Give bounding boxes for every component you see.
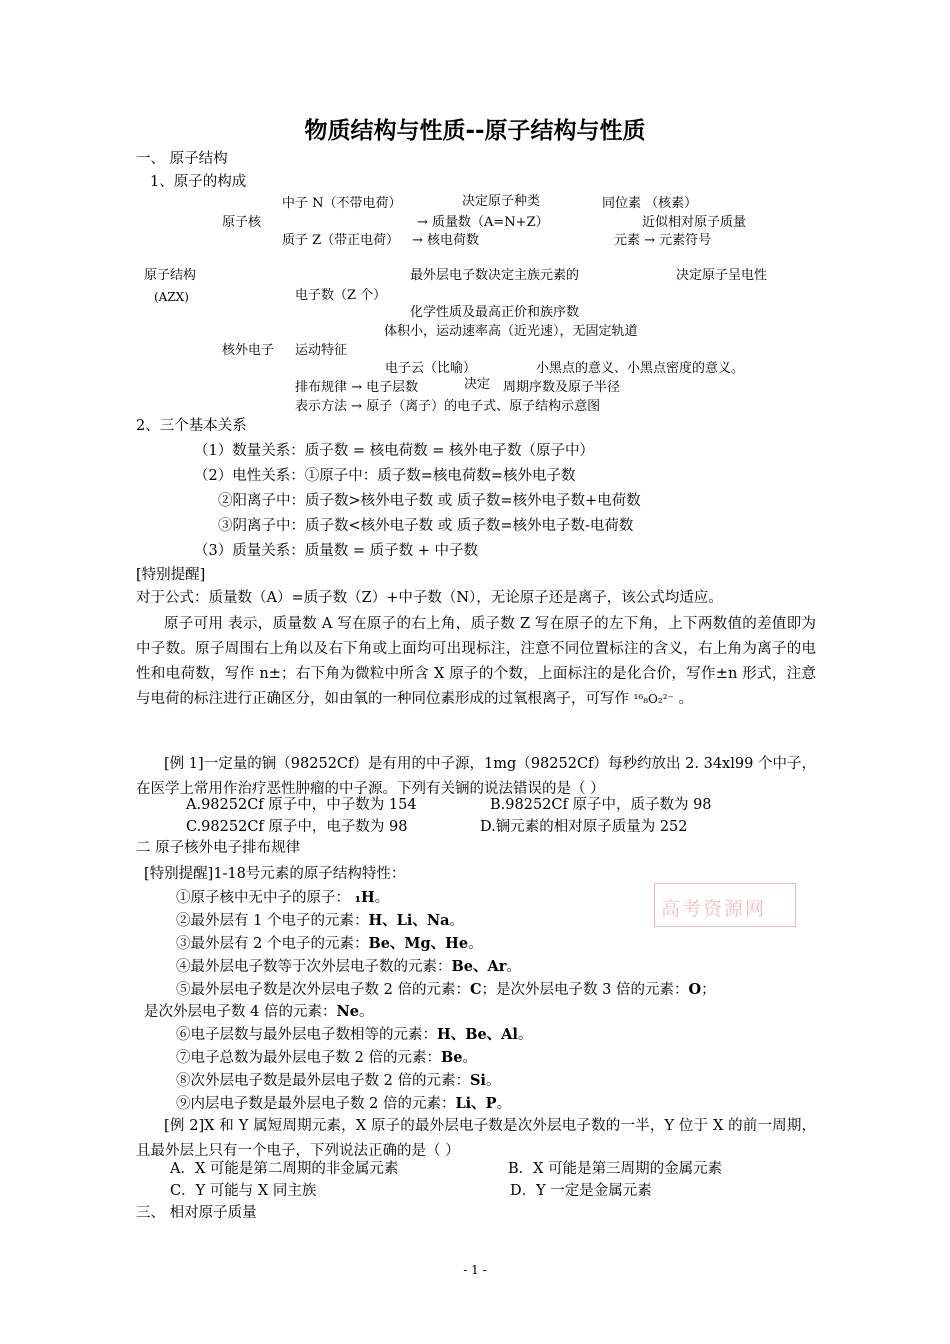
feature-4: ④最外层电子数等于次外层电子数的元素：Be、Ar。 — [176, 958, 521, 975]
diagram-notation: (AZX) — [154, 290, 189, 304]
diagram-outer-electrons: 最外层电子数决定主族元素的 — [410, 268, 580, 283]
feature-1: ①原子核中无中子的原子： ₁H。 — [176, 889, 390, 906]
example-1-question: [例 1]一定量的锎（98252Cf）是有用的中子源，1mg（98252Cf）每秒约放出 2. 34xl99 个中子，在医学上常用作治疗恶性肿瘤的中子源。下列有关锎的说法错误的是（ ） — [136, 756, 816, 797]
diagram-cloud: 电子云（比喻） — [385, 361, 477, 376]
diagram-dots: 小黑点的意义、小黑点密度的意义。 — [536, 361, 745, 376]
section-3-heading: 三、 相对原子质量 — [136, 1205, 257, 1221]
section-1-1-heading: 1、原子的构成 — [150, 174, 247, 190]
diagram-atom-structure: 原子结构 — [144, 268, 197, 283]
feature-9: ⑨内层电子数是最外层电子数 2 倍的元素：Li、P。 — [176, 1095, 512, 1112]
diagram-arrow-charge: → 核电荷数 — [412, 233, 480, 248]
section-1-2-heading: 2、三个基本关系 — [136, 418, 247, 434]
example-2-option-b: B．X 可能是第三周期的金属元素 — [508, 1161, 723, 1177]
watermark-stamp: 高考资源网 — [654, 883, 796, 927]
relation-anion: ③阴离子中：质子数<核外电子数 或 质子数=核外电子数-电荷数 — [218, 518, 634, 534]
tip-1-formula: 对于公式：质量数（A）=质子数（Z）+中子数（N），无论原子还是离子，该公式均适应。 — [136, 590, 723, 606]
diagram-arrangement: 排布规律 → 电子层数 — [295, 380, 419, 395]
diagram-mass-number: → 质量数（A=N+Z） — [417, 215, 549, 230]
diagram-volume: 体积小，运动速率高（近光速），无固定轨道 — [384, 324, 638, 339]
diagram-chem-property: 化学性质及最高正价和族序数 — [410, 305, 580, 320]
feature-5: ⑤最外层电子数是次外层电子数 2 倍的元素：C；是次外层电子数 3 倍的元素：O； — [176, 981, 716, 998]
relation-quantity: （1）数量关系：质子数 = 核电荷数 = 核外电子数（原子中） — [194, 443, 594, 459]
page-number: - 1 - — [463, 1263, 487, 1277]
relation-charge: （2）电性关系：①原子中：质子数=核电荷数=核外电子数 — [194, 468, 576, 484]
diagram-decide-type: 决定原子种类 — [462, 194, 541, 209]
feature-5-continued: 是次外层电子数 4 倍的元素：Ne。 — [144, 1003, 374, 1020]
example-2-question: [例 2]X 和 Y 属短周期元素，X 原子的最外层电子数是次外层电子数的一半，Y 位于 X 的前一周期，且最外层上只有一个电子，下列说法正确的是（ ） — [136, 1118, 816, 1159]
diagram-period: 周期序数及原子半径 — [503, 380, 621, 395]
diagram-neutron: 中子 N（不带电荷） — [282, 196, 402, 211]
relation-cation: ②阳离子中：质子数>核外电子数 或 质子数=核外电子数+电荷数 — [218, 493, 641, 509]
diagram-proton: 质子 Z（带正电荷） — [282, 233, 400, 248]
example-2-option-a: A．X 可能是第二周期的非金属元素 — [170, 1161, 399, 1177]
feature-2: ②最外层有 1 个电子的元素：H、Li、Na。 — [176, 912, 465, 929]
example-2-option-d: D．Y 一定是金属元素 — [510, 1183, 652, 1199]
feature-7: ⑦电子总数为最外层电子数 2 倍的元素：Be。 — [176, 1049, 477, 1066]
relation-mass: （3）质量关系：质量数 = 质子数 + 中子数 — [194, 543, 478, 559]
diagram-extranuclear: 核外电子 — [222, 343, 275, 358]
section-2-heading: 二 原子核外电子排布规律 — [136, 840, 301, 856]
notation-paragraph: 原子可用 表示，质量数 A 写在原子的右上角，质子数 Z 写在原子的左下角，上下两数值的差值即为中子数。原子周围右上角以及右下角或上面均可出现标注，注意不同位置标注的含义，右上角为离子的电性和电荷数，写作 n±；右下角为微粒中所含 X 原子的个数，上面标注的是化合价，写作±n 形式，注意与电荷的标注进行正确区分，如由氧的一种同位素形成的过氧根离子，可写作 ¹⁶₈O₂²⁻ 。 — [136, 616, 816, 707]
diagram-decide-electric: 决定原子呈电性 — [676, 268, 768, 283]
diagram-approx-mass: 近似相对原子质量 — [642, 215, 747, 230]
diagram-nucleus: 原子核 — [222, 215, 262, 230]
tip-2-heading: [特别提醒]1-18号元素的原子结构特性： — [144, 866, 406, 882]
example-1-option-d: D.锎元素的相对原子质量为 252 — [480, 819, 688, 835]
section-1-heading: 一、 原子结构 — [136, 151, 228, 167]
notation-paragraph-text: 原子可用 表示，质量数 A 写在原子的右上角，质子数 Z 写在原子的左下角，上下两数值的差值即为中子数。原子周围右上角以及右下角或上面均可出现标注，注意不同位置标注的含义，右上角为离子的电性和电荷数，写作 n±；右下角为微粒中所含 X 原子的个数，上面标注的是化合价，写作±n 形式，注意与电荷的标注进行正确区分，如由氧的一种同位素形成的过氧根离子，可写作 — [136, 616, 816, 707]
page-title: 物质结构与性质--原子结构与性质 — [304, 118, 646, 144]
diagram-representation: 表示方法 → 原子（离子）的电子式、原子结构示意图 — [295, 399, 601, 414]
peroxide-notation: ¹⁶₈O₂²⁻ — [633, 692, 674, 706]
example-1-option-b: B.98252Cf 原子中，质子数为 98 — [490, 797, 712, 813]
diagram-decide: 决定 — [464, 377, 491, 392]
example-1-option-c: C.98252Cf 原子中，电子数为 98 — [186, 819, 408, 835]
feature-3: ③最外层有 2 个电子的元素：Be、Mg、He。 — [176, 935, 483, 952]
example-1-option-a: A.98252Cf 原子中，中子数为 154 — [186, 797, 417, 813]
diagram-isotope: 同位素 （核素） — [602, 196, 698, 211]
tip-1-heading: [特别提醒] — [136, 567, 206, 583]
diagram-electron-count: 电子数（Z 个） — [295, 288, 387, 303]
diagram-motion: 运动特征 — [295, 343, 348, 358]
feature-6: ⑥电子层数与最外层电子数相等的元素：H、Be、Al。 — [176, 1026, 533, 1043]
diagram-element: 元素 → 元素符号 — [614, 233, 712, 248]
feature-8: ⑧次外层电子数是最外层电子数 2 倍的元素：Si。 — [176, 1072, 501, 1089]
example-2-option-c: C．Y 可能与 X 同主族 — [170, 1183, 317, 1199]
